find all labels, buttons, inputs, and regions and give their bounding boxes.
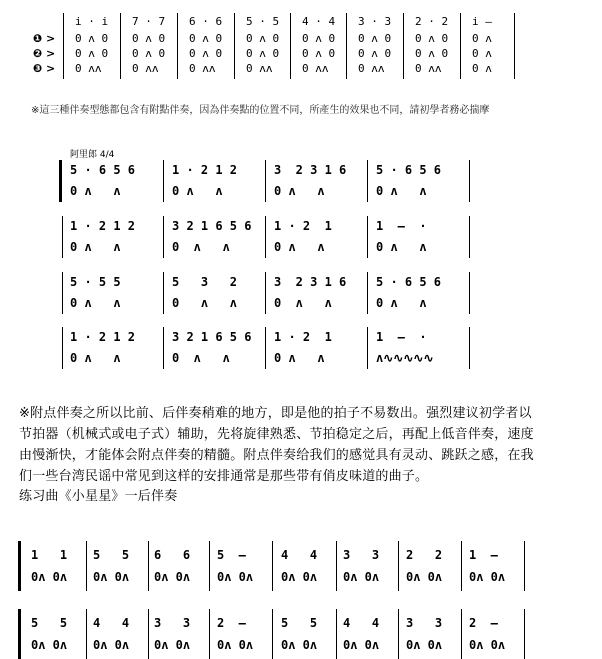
accomp-cell: 0 ʌʌ bbox=[132, 62, 159, 75]
melody-measure: 2 — bbox=[217, 616, 246, 630]
melody-measure: 5 · 6 5 6 bbox=[376, 163, 442, 177]
melody-measure: 1 — · bbox=[376, 330, 427, 344]
accomp-measure: 0ʌ 0ʌ bbox=[154, 638, 191, 652]
accomp-cell: 0 ʌ 0 bbox=[75, 47, 109, 60]
header-measure: 2 · 2 bbox=[415, 15, 449, 28]
header-measure: 4 · 4 bbox=[302, 15, 336, 28]
accomp-cell: 0 ʌ 0 bbox=[415, 47, 449, 60]
accomp-cell: 0 ʌ 0 bbox=[415, 32, 449, 45]
accomp-measure: 0ʌ 0ʌ bbox=[31, 570, 68, 584]
accomp-measure: 0 ʌ ʌ bbox=[376, 296, 427, 310]
melody-measure: 5 — bbox=[217, 548, 246, 562]
bar-line bbox=[163, 327, 164, 369]
accomp-measure: 0 ʌ ʌ bbox=[172, 184, 223, 198]
bar-line bbox=[461, 609, 462, 659]
accomp-cell: 0 ʌ 0 bbox=[189, 32, 223, 45]
header-measure: 3 · 3 bbox=[358, 15, 392, 28]
melody-measure: 3 3 bbox=[406, 616, 443, 630]
bar-line bbox=[265, 216, 266, 258]
row-label-icon: ❸ bbox=[33, 62, 43, 75]
accomp-measure: 0 ʌ ʌ bbox=[70, 351, 121, 365]
bar-line bbox=[272, 541, 273, 591]
header-measure: 5 · 5 bbox=[246, 15, 280, 28]
bar-line bbox=[367, 160, 368, 202]
arrow-icon: > bbox=[46, 62, 56, 75]
melody-measure: 4 4 bbox=[343, 616, 380, 630]
bar-line bbox=[62, 216, 63, 258]
song-title: 阿里郎 4/4 bbox=[70, 150, 115, 160]
melody-measure: 5 · 6 5 6 bbox=[376, 275, 442, 289]
accomp-measure: 0ʌ 0ʌ bbox=[93, 638, 130, 652]
melody-measure: 5 3 2 bbox=[172, 275, 238, 289]
accomp-measure: 0 ʌ ʌ bbox=[70, 296, 121, 310]
melody-measure: 5 5 bbox=[31, 616, 68, 630]
melody-measure: 1 · 2 1 2 bbox=[70, 330, 136, 344]
bar-line bbox=[234, 13, 235, 79]
melody-measure: 5 5 bbox=[93, 548, 130, 562]
bar-line bbox=[460, 13, 461, 79]
accomp-measure: 0 ʌ ʌ bbox=[172, 351, 230, 365]
melody-measure: 3 2 3 1 6 bbox=[274, 163, 347, 177]
bar-line bbox=[163, 216, 164, 258]
accomp-measure: 0 ʌ ʌ bbox=[376, 184, 427, 198]
bar-line bbox=[398, 609, 399, 659]
bar-line bbox=[469, 160, 470, 202]
bar-line bbox=[163, 272, 164, 314]
melody-measure: 1 — bbox=[469, 548, 498, 562]
bar-line bbox=[524, 609, 525, 659]
accomp-cell: 0 ʌ 0 bbox=[358, 32, 392, 45]
melody-measure: 5 · 5 5 bbox=[70, 275, 121, 289]
melody-measure: 4 4 bbox=[93, 616, 130, 630]
bar-line bbox=[265, 160, 266, 202]
accomp-measure: 0ʌ 0ʌ bbox=[281, 570, 318, 584]
bar-line bbox=[336, 541, 337, 591]
accomp-measure: 0 ʌ ʌ bbox=[172, 240, 230, 254]
accomp-cell: 0 ʌ 0 bbox=[132, 32, 166, 45]
accomp-measure: 0ʌ 0ʌ bbox=[406, 638, 443, 652]
arrow-icon: > bbox=[46, 32, 56, 45]
bar-line bbox=[120, 13, 121, 79]
accomp-measure: 0 ʌ ʌ bbox=[70, 184, 121, 198]
accomp-cell: 0 ʌʌ bbox=[189, 62, 216, 75]
accomp-cell: 0 ʌʌ bbox=[302, 62, 329, 75]
melody-measure: 4 4 bbox=[281, 548, 318, 562]
accomp-cell: 0 ʌʌ bbox=[358, 62, 385, 75]
accomp-measure: 0 ʌ ʌ bbox=[274, 184, 325, 198]
accomp-measure: 0ʌ 0ʌ bbox=[281, 638, 318, 652]
bar-line bbox=[367, 216, 368, 258]
bar-line bbox=[367, 327, 368, 369]
header-measure: 7 · 7 bbox=[132, 15, 166, 28]
melody-measure: 6 6 bbox=[154, 548, 191, 562]
accomp-measure: 0 ʌ ʌ bbox=[376, 240, 427, 254]
paragraph-line: 节拍器（机械式或电子式）辅助，先将旋律熟悉、节拍稳定之后，再配上低音伴奏，速度 bbox=[19, 427, 534, 442]
melody-measure: 3 2 1 6 5 6 bbox=[172, 330, 252, 344]
bar-line bbox=[148, 609, 149, 659]
accomp-cell: 0 ʌʌ bbox=[75, 62, 102, 75]
accomp-measure: 0 ʌ ʌ bbox=[274, 240, 325, 254]
bar-line bbox=[469, 216, 470, 258]
bar-line bbox=[514, 13, 515, 79]
melody-measure: 3 3 bbox=[154, 616, 191, 630]
start-bar bbox=[18, 609, 21, 659]
accomp-cell: 0 ʌʌ bbox=[246, 62, 273, 75]
melody-measure: 1 · 2 1 2 bbox=[172, 163, 238, 177]
melody-measure: 1 · 2 1 bbox=[274, 219, 332, 233]
accomp-cell: 0 ʌ 0 bbox=[75, 32, 109, 45]
bar-line bbox=[469, 272, 470, 314]
melody-measure: 2 — bbox=[469, 616, 498, 630]
header-measure: i · i bbox=[75, 15, 109, 28]
bar-line bbox=[62, 327, 63, 369]
explanation-paragraph bbox=[19, 403, 599, 487]
paragraph-line: ※附点伴奏之所以比前、后伴奏稍难的地方，即是他的拍子不易数出。强烈建议初学者以 bbox=[19, 406, 532, 421]
start-bar bbox=[18, 541, 21, 591]
accomp-cell: 0 ʌ bbox=[472, 32, 492, 45]
bar-line bbox=[398, 541, 399, 591]
start-bar bbox=[59, 160, 62, 202]
exercise-title: 练习曲《小星星》一后伴奏 bbox=[19, 489, 178, 504]
melody-measure: 1 — · bbox=[376, 219, 427, 233]
paragraph-line: 由慢渐快，才能体会附点伴奏的精髓。附点伴奏给我们的感觉具有灵动、跳跃之感，在我 bbox=[19, 448, 534, 463]
melody-measure: 1 · 2 1 bbox=[274, 330, 332, 344]
accomp-measure: 0ʌ 0ʌ bbox=[93, 570, 130, 584]
accomp-cell: 0 ʌ bbox=[472, 62, 492, 75]
accomp-cell: 0 ʌ 0 bbox=[246, 47, 280, 60]
melody-measure: 3 2 1 6 5 6 bbox=[172, 219, 252, 233]
arrow-icon: > bbox=[46, 47, 56, 60]
bar-line bbox=[86, 609, 87, 659]
note-traditional: ※這三種伴奏型態都包含有附點伴奏，因為伴奏點的位置不同，所產生的效果也不同，請初學者務必揣摩 bbox=[31, 105, 490, 116]
melody-measure: 5 5 bbox=[281, 616, 318, 630]
accomp-measure: 0ʌ 0ʌ bbox=[154, 570, 191, 584]
accomp-measure: 0 ʌ ʌ bbox=[70, 240, 121, 254]
accomp-measure: 0 ʌ ʌ bbox=[274, 351, 325, 365]
row-label-icon: ❶ bbox=[33, 32, 43, 45]
melody-measure: 3 2 3 1 6 bbox=[274, 275, 347, 289]
accomp-measure: 0 ʌ ʌ bbox=[274, 296, 332, 310]
bar-line bbox=[209, 541, 210, 591]
accomp-measure: 0ʌ 0ʌ bbox=[406, 570, 443, 584]
bar-line bbox=[290, 13, 291, 79]
bar-line bbox=[336, 609, 337, 659]
accomp-cell: 0 ʌ bbox=[472, 47, 492, 60]
accomp-cell: 0 ʌ 0 bbox=[302, 47, 336, 60]
bar-line bbox=[272, 609, 273, 659]
bar-line bbox=[86, 541, 87, 591]
bar-line bbox=[209, 609, 210, 659]
bar-line bbox=[461, 541, 462, 591]
bar-line bbox=[346, 13, 347, 79]
header-measure: i — bbox=[472, 15, 492, 28]
accomp-measure: 0ʌ 0ʌ bbox=[343, 570, 380, 584]
melody-measure: 5 · 6 5 6 bbox=[70, 163, 136, 177]
bar-line bbox=[403, 13, 404, 79]
melody-measure: 1 1 bbox=[31, 548, 68, 562]
accomp-measure: 0 ʌ ʌ bbox=[172, 296, 238, 310]
accomp-cell: 0 ʌ 0 bbox=[189, 47, 223, 60]
bar-line bbox=[524, 541, 525, 591]
accomp-cell: 0 ʌʌ bbox=[415, 62, 442, 75]
accomp-cell: 0 ʌ 0 bbox=[358, 47, 392, 60]
row-label-icon: ❷ bbox=[33, 47, 43, 60]
bar-line bbox=[367, 272, 368, 314]
melody-measure: 2 2 bbox=[406, 548, 443, 562]
header-measure: 6 · 6 bbox=[189, 15, 223, 28]
bar-line bbox=[265, 327, 266, 369]
paragraph-line: 们一些台湾民谣中常见到这样的安排通常是那些带有俏皮味道的曲子。 bbox=[19, 469, 429, 484]
accomp-measure: 0ʌ 0ʌ bbox=[469, 570, 506, 584]
bar-line bbox=[163, 160, 164, 202]
accomp-measure: 0ʌ 0ʌ bbox=[469, 638, 506, 652]
accomp-measure: 0ʌ 0ʌ bbox=[31, 638, 68, 652]
bar-line bbox=[177, 13, 178, 79]
bar-line bbox=[265, 272, 266, 314]
bar-line bbox=[62, 272, 63, 314]
melody-measure: 1 · 2 1 2 bbox=[70, 219, 136, 233]
melody-measure: 3 3 bbox=[343, 548, 380, 562]
bar-line bbox=[63, 13, 64, 79]
accomp-measure: 0ʌ 0ʌ bbox=[217, 638, 254, 652]
accomp-cell: 0 ʌ 0 bbox=[132, 47, 166, 60]
bar-line bbox=[148, 541, 149, 591]
accomp-measure: 0ʌ 0ʌ bbox=[343, 638, 380, 652]
accomp-cell: 0 ʌ 0 bbox=[246, 32, 280, 45]
accomp-measure: 0ʌ 0ʌ bbox=[217, 570, 254, 584]
accomp-cell: 0 ʌ 0 bbox=[302, 32, 336, 45]
bar-line bbox=[469, 327, 470, 369]
accomp-measure: ʌ∿∿∿∿∿ bbox=[376, 351, 434, 365]
